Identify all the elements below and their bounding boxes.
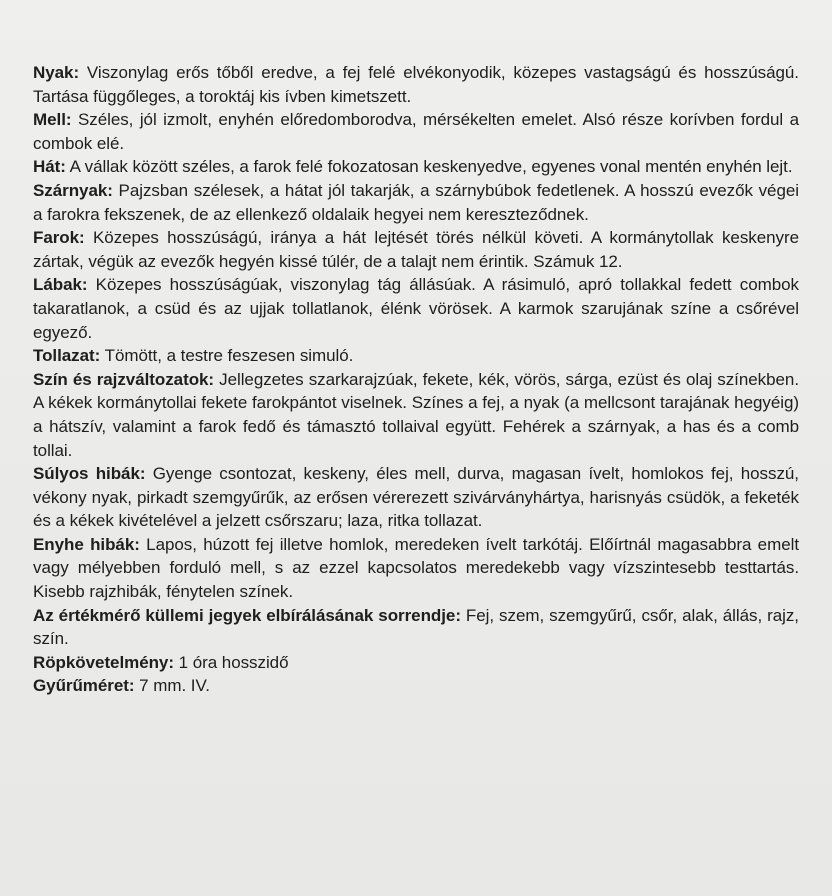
- breed-standard-text: [33, 61, 799, 698]
- entry-label: Mell:: [33, 110, 72, 130]
- entry-label: Enyhe hibák:: [33, 534, 140, 554]
- entry-label: Az értékmérő küllemi jegyek elbírálásának sorrendje:: [33, 605, 461, 625]
- entry-labak: [33, 273, 799, 344]
- entry-label: Lábak:: [33, 275, 88, 295]
- entry-label: Nyak:: [33, 63, 80, 82]
- entry-sulyos-hibak: [33, 462, 799, 533]
- entry-text: Gyenge csontozat, keskeny, éles mell, durva, magasan ívelt, homlokos fej, hosszú, vékony nyak, pirkadt szemgyűrűk, az erősen vérerezett szivárványhártya, harisnyás csüdök, a feketék és a kékek kivételével a jelzett csőrszaru; laza, ritka tollazat.: [33, 464, 799, 531]
- entry-text: Lapos, húzott fej illetve homlok, meredeken ívelt tarkótáj. Előírtnál magasabbra emelt vagy mélyebben forduló mell, s az ezzel kapcsolatos meredekebb vagy vízszintesebb testtartás. Kisebb rajzhibák, fénytelen színek.: [33, 534, 800, 602]
- entry-enyhe-hibak: [33, 533, 799, 604]
- entry-text: Jellegzetes szarkarajzúak, fekete, kék, vörös, sárga, ezüst és olaj színekben. A kékek kormánytollai fekete farokpántot viselnek. Színes a fej, a nyak (a mellcsont tarajának hegyéig) a hátszív, valamint a farok fedő és támasztó tollaival együtt. Fehérek a szárnyak, a has és a comb tollai.: [33, 369, 799, 460]
- entry-text: Fej, szem, szemgyűrű, csőr, alak, állás, rajz, szín.: [33, 605, 799, 649]
- entry-nyak: [33, 61, 799, 108]
- entry-text: A vállak között széles, a farok felé fokozatosan keskenyedve, egyenes vonal mentén enyhén lejt.: [65, 157, 793, 177]
- entry-text: Közepes hosszúságúak, viszonylag tág állásúak. A rásimuló, apró tollakkal fedett combok takaratlanok, a csüd és az ujjak tollatlanok, élénk vörösek. A karmok szarujának színe a csőrével egyező.: [33, 275, 799, 342]
- entry-elbiralas-sorrendje: [33, 604, 799, 651]
- entry-text: Pajzsban szélesek, a hátat jól takarják, a szárnybúbok fedetlenek. A hosszú evezők végei a farokra fekszenek, de az ellenkező oldalaik hegyei nem kereszteződnek.: [33, 180, 799, 224]
- entry-text: Viszonylag erős tőből eredve, a fej felé elvékonyodik, közepes vastagságú és hosszúságú. Tartása függőleges, a toroktáj kis ívben kimetszett.: [33, 63, 799, 106]
- entry-szin-es-rajzvaltozatok: [33, 368, 799, 462]
- entry-text: Közepes hosszúságú, iránya a hát lejtését törés nélkül követi. A kormánytollak keskenyre zártak, végük az evezők hegyén kissé túlér, de a talajt nem érintik. Számuk 12.: [33, 228, 799, 271]
- entry-label: Szín és rajzváltozatok:: [33, 369, 215, 389]
- entry-label: Röpkövetelmény:: [33, 652, 174, 672]
- entry-label: Tollazat:: [33, 346, 101, 366]
- entry-label: Szárnyak:: [33, 180, 113, 200]
- entry-hat: [33, 155, 799, 179]
- entry-tollazat: [33, 344, 799, 368]
- entry-text: 7 mm. IV.: [134, 676, 210, 696]
- entry-text: 1 óra hosszidő: [173, 652, 289, 672]
- entry-gyurumeret: [33, 674, 799, 698]
- entry-szarnyak: [33, 179, 799, 226]
- entry-text: Széles, jól izmolt, enyhén előredomborodva, mérsékelten emelet. Alsó része korívben fordul a combok elé.: [33, 110, 799, 153]
- entry-label: Gyűrűméret:: [33, 676, 135, 696]
- entry-ropkovetelmeny: [33, 651, 799, 675]
- entry-label: Farok:: [33, 228, 85, 248]
- entry-label: Súlyos hibák:: [33, 464, 146, 484]
- entry-mell: [33, 108, 799, 155]
- entry-text: Tömött, a testre feszesen simuló.: [100, 346, 354, 366]
- entry-label: Hát:: [33, 157, 66, 177]
- entry-farok: [33, 226, 799, 273]
